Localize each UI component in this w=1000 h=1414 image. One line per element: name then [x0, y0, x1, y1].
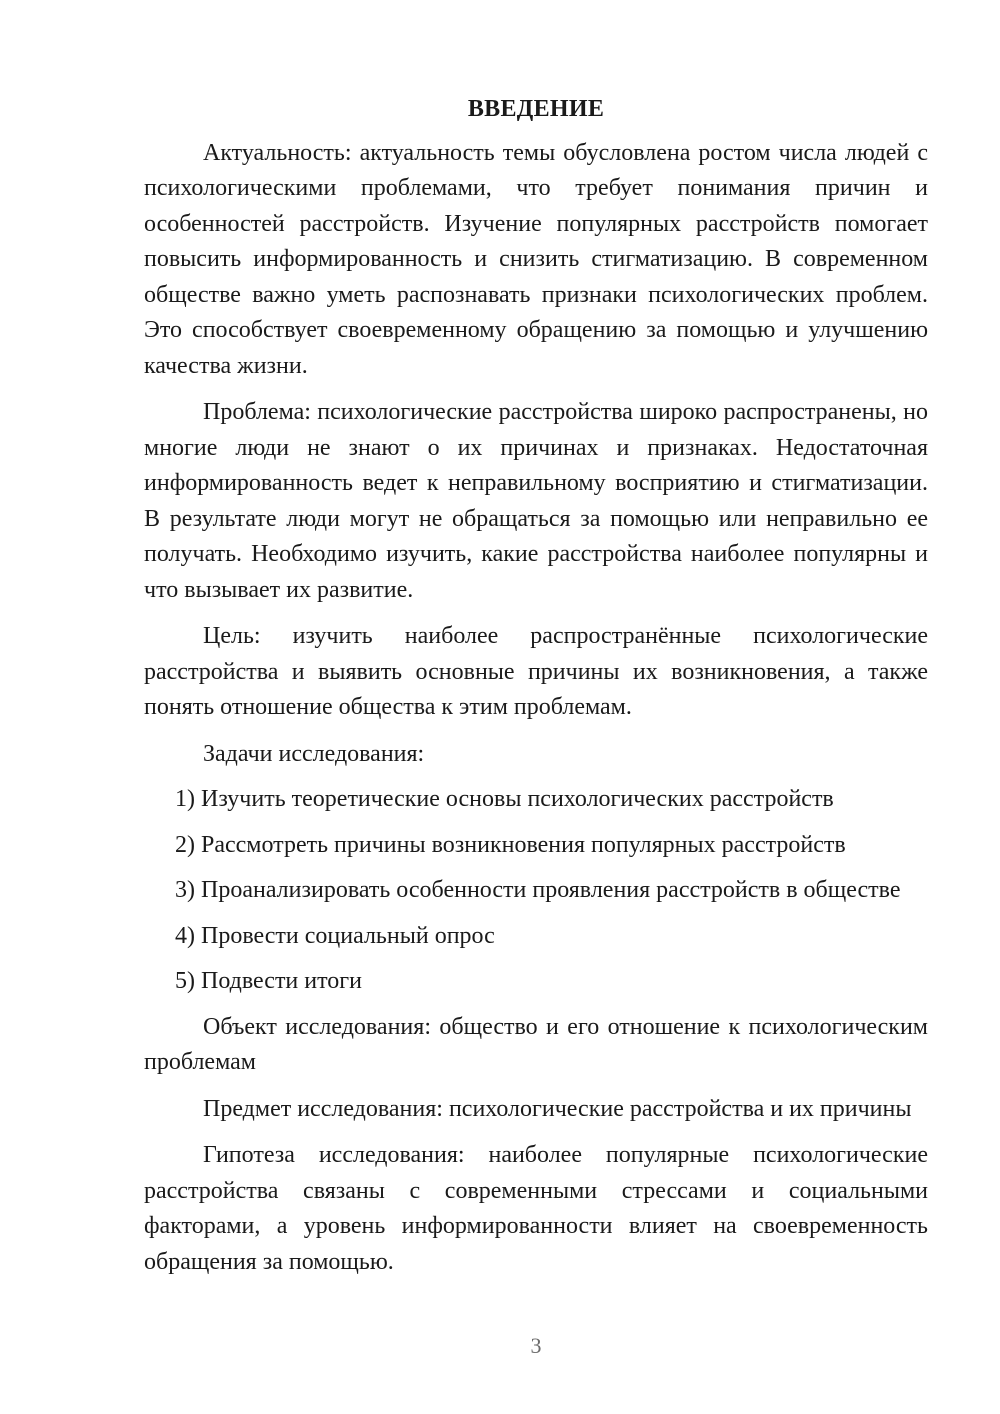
page-content	[144, 92, 928, 1291]
section-title: ВВЕДЕНИЕ	[467, 96, 605, 122]
task-item: 3) Проанализировать особенности проявления расстройств в обществе	[175, 877, 901, 903]
paragraph-relevance: Актуальность: актуальность темы обусловлена ростом числа людей с психологическими проблемами, что требует понимания причин и особенностей расстройств. Изучение популярных расстройств помогает повысить информированность и снизить стигматизацию. В современном обществе важно уметь распознавать признаки психологических проблем. Это способствует своевременному обращению за помощью и улучшению качества жизни.	[144, 139, 928, 379]
paragraph-problem: Проблема: психологические расстройства широко распространены, но многие люди не знают о их причинах и признаках. Недостаточная информированность ведет к неправильному восприятию и стигматизации. В результате люди могут не обращаться за помощью или неправильно ее получать. Необходимо изучить, какие расстройства наиболее популярны и что вызывает их развитие.	[144, 399, 928, 603]
paragraph-object: Объект исследования: общество и его отношение к психологическим проблемам	[144, 1013, 928, 1075]
tasks-heading: Задачи исследования:	[203, 740, 425, 767]
task-item: 1) Изучить теоретические основы психологических расстройств	[175, 786, 834, 812]
task-item: 2) Рассмотреть причины возникновения популярных расстройств	[175, 831, 846, 858]
task-item: 4) Провести социальный опрос	[175, 922, 495, 949]
paragraph-subject: Предмет исследования: психологические расстройства и их причины	[203, 1095, 912, 1122]
task-item: 5) Подвести итоги	[175, 968, 362, 994]
paragraph-hypothesis: Гипотеза исследования: наиболее популярные психологические расстройства связаны с современными стрессами и социальными факторами, а уровень информированности влияет на своевременность обращения за помощью.	[144, 1142, 928, 1275]
paragraph-goal: Цель: изучить наиболее распространённые психологические расстройства и выявить основные причины их возникновения, а также понять отношение общества к этим проблемам.	[144, 623, 928, 720]
page-number: 3	[530, 1333, 542, 1358]
tasks-list	[144, 782, 928, 1000]
